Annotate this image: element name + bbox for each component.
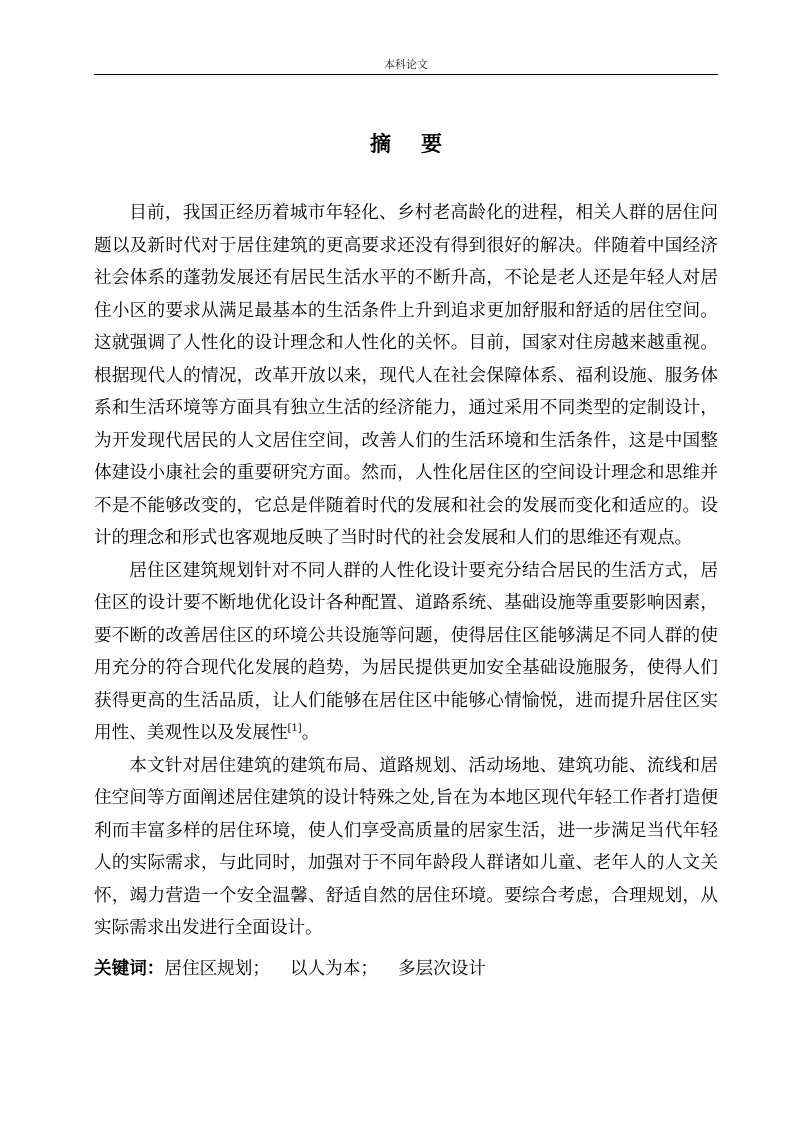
header-rule	[94, 74, 718, 75]
abstract-paragraph-1: 目前，我国正经历着城市年轻化、乡村老高龄化的进程，相关人群的居住问题以及新时代对于居住建筑的更高要求还没有得到很好的解决。伴随着中国经济社会体系的蓬勃发展还有居民生活水平的不断升高，不论是老人还是年轻人对居住小区的要求从满足最基本的生活条件上升到追求更加舒服和舒适的居住空间。这就强调了人性化的设计理念和人性化的关怀。目前，国家对住房越来越重视。根据现代人的情况，改革开放以来，现代人在社会保障体系、福利设施、服务体系和生活环境等方面具有独立生活的经济能力，通过采用不同类型的定制设计，为开发现代居民的人文居住空间，改善人们的生活环境和生活条件，这是中国整体建设小康社会的重要研究方面。然而，人性化居住区的空间设计理念和思维并不是不能够改变的，它总是伴随着时代的发展和社会的发展而变化和适应的。设计的理念和形式也客观地反映了当时时代的社会发展和人们的思维还有观点。	[94, 203, 718, 548]
keyword-item: 以人为本；	[289, 959, 378, 979]
keyword-item: 居住区规划；	[164, 959, 270, 979]
abstract-paragraph-3: 本文针对居住建筑的建筑布局、道路规划、活动场地、建筑功能、流线和居住空间等方面阐述居住建筑的设计特殊之处,旨在为本地区现代年轻工作者打造便利而丰富多样的居住环境，使人们享受高质量的居家生活，进一步满足当代年轻人的实际需求，与此同时，加强对于不同年龄段人群诸如儿童、老年人的人文关怀，竭力营造一个安全温馨、舒适自然的居住环境。要综合考虑，合理规划，从实际需求出发进行全面设计。	[94, 755, 718, 938]
abstract-body	[94, 197, 718, 945]
abstract-title: 摘要	[370, 132, 472, 156]
running-header: 本科论文	[384, 58, 428, 71]
keywords-line	[94, 955, 718, 983]
abstract-paragraph-2	[94, 555, 718, 750]
keyword-item: 多层次设计	[397, 959, 486, 979]
abstract-paragraph-2-tail: 。	[301, 723, 320, 743]
keywords-label: 关键词：	[94, 959, 165, 979]
abstract-paragraph-2-text: 居住区建筑规划针对不同人群的人性化设计要充分结合居民的生活方式，居住区的设计要不断地优化设计各种配置、道路系统、基础设施等重要影响因素，要不断的改善居住区的环境公共设施等问题，使得居住区能够满足不同人群的使用充分的符合现代化发展的趋势，为居民提供更加安全基础设施服务，使得人们获得更高的生活品质，让人们能够在居住区中能够心情愉悦，进而提升居住区实用性、美观性以及发展性	[94, 560, 718, 743]
citation-mark: [1]	[287, 723, 302, 734]
